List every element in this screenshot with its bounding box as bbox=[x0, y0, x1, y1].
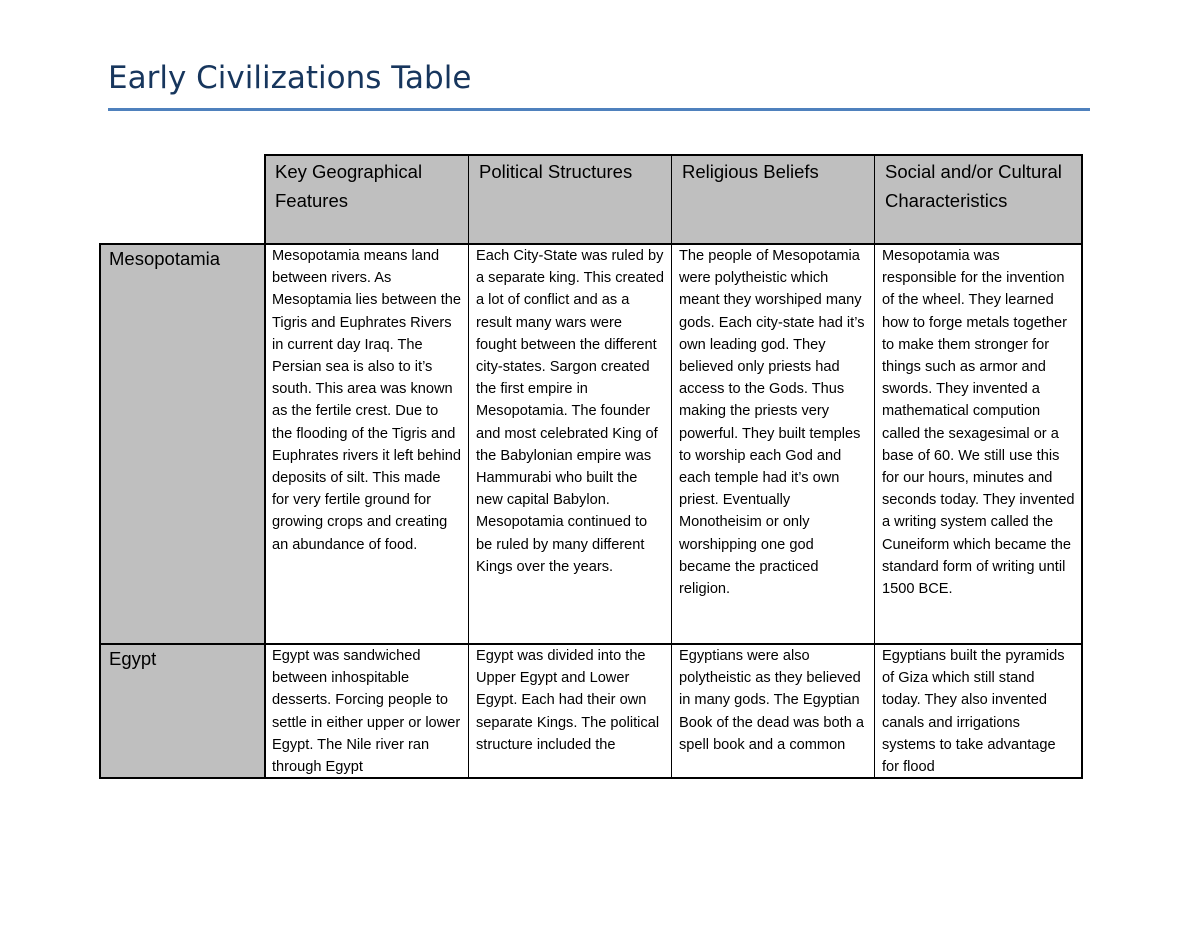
table-rule-header bbox=[99, 243, 1083, 245]
table-border-bottom bbox=[99, 777, 1083, 779]
column-header-religious: Religious Beliefs bbox=[672, 154, 875, 244]
mesopotamia-political-cell: Each City-State was ruled by a separate king. This created a lot of conflict and as a result many wars were fought between the different city-states. Sargon created the first empire in Mesopotamia. The founder and most celebrated King of the Babylonian empire was Hammurabi who built the new capital Babylon. Mesopotamia continued to be ruled by many different Kings over the years. bbox=[469, 244, 672, 644]
egypt-political-cell: Egypt was divided into the Upper Egypt and Lower Egypt. Each had their own separate Kings. The political structure included the bbox=[469, 644, 672, 779]
civilizations-table bbox=[99, 154, 1083, 779]
table-rule-col-1 bbox=[264, 154, 266, 779]
egypt-religious-cell: Egyptians were also polytheistic as they believed in many gods. The Egyptian Book of the dead was both a spell book and a common bbox=[672, 644, 875, 779]
column-header-political: Political Structures bbox=[469, 154, 672, 244]
egypt-geography-cell: Egypt was sandwiched between inhospitable desserts. Forcing people to settle in either upper or lower Egypt. The Nile river ran through Egypt bbox=[265, 644, 469, 779]
row-header-egypt: Egypt bbox=[99, 644, 265, 779]
table-border-top bbox=[265, 154, 1083, 156]
column-header-geography: Key Geographical Features bbox=[265, 154, 469, 244]
title-underline bbox=[108, 108, 1090, 111]
table-rule-col-4 bbox=[874, 154, 875, 779]
page-title: Early Civilizations Table bbox=[108, 60, 472, 96]
egypt-social-cultural-cell: Egyptians built the pyramids of Giza which still stand today. They also invented canals and irrigations systems to take advantage for flood bbox=[875, 644, 1083, 779]
mesopotamia-religious-cell: The people of Mesopotamia were polytheistic which meant they worshiped many gods. Each city-state had it’s own leading god. They believed only priests had access to the Gods. Thus making the priests very powerful. They built temples to worship each God and each temple had it’s own priest. Eventually Monotheisim or only worshipping one god became the practiced religion. bbox=[672, 244, 875, 644]
row-header-mesopotamia: Mesopotamia bbox=[99, 244, 265, 644]
column-header-social-cultural: Social and/or Cultural Characteristics bbox=[875, 154, 1083, 244]
table-border-left bbox=[99, 243, 101, 779]
table-rule-col-3 bbox=[671, 154, 672, 779]
table-rule-col-2 bbox=[468, 154, 469, 779]
mesopotamia-social-cultural-cell: Mesopotamia was responsible for the invention of the wheel. They learned how to forge metals together to make them stronger for things such as armor and swords. They invented a mathematical compution called the sexagesimal or a base of 60. We still use this for our hours, minutes and seconds today. They invented a writing system called the Cuneiform which became the standard form of writing until 1500 BCE. bbox=[875, 244, 1083, 644]
table-border-right bbox=[1081, 154, 1083, 779]
table-rule-row bbox=[99, 643, 1083, 645]
mesopotamia-geography-cell: Mesopotamia means land between rivers. As Mesoptamia lies between the Tigris and Euphrates Rivers in current day Iraq. The Persian sea is also to it’s south. This area was known as the fertile crest. Due to the flooding of the Tigris and Euphrates rivers it left behind deposits of silt. This made for very fertile ground for growing crops and creating an abundance of food. bbox=[265, 244, 469, 644]
